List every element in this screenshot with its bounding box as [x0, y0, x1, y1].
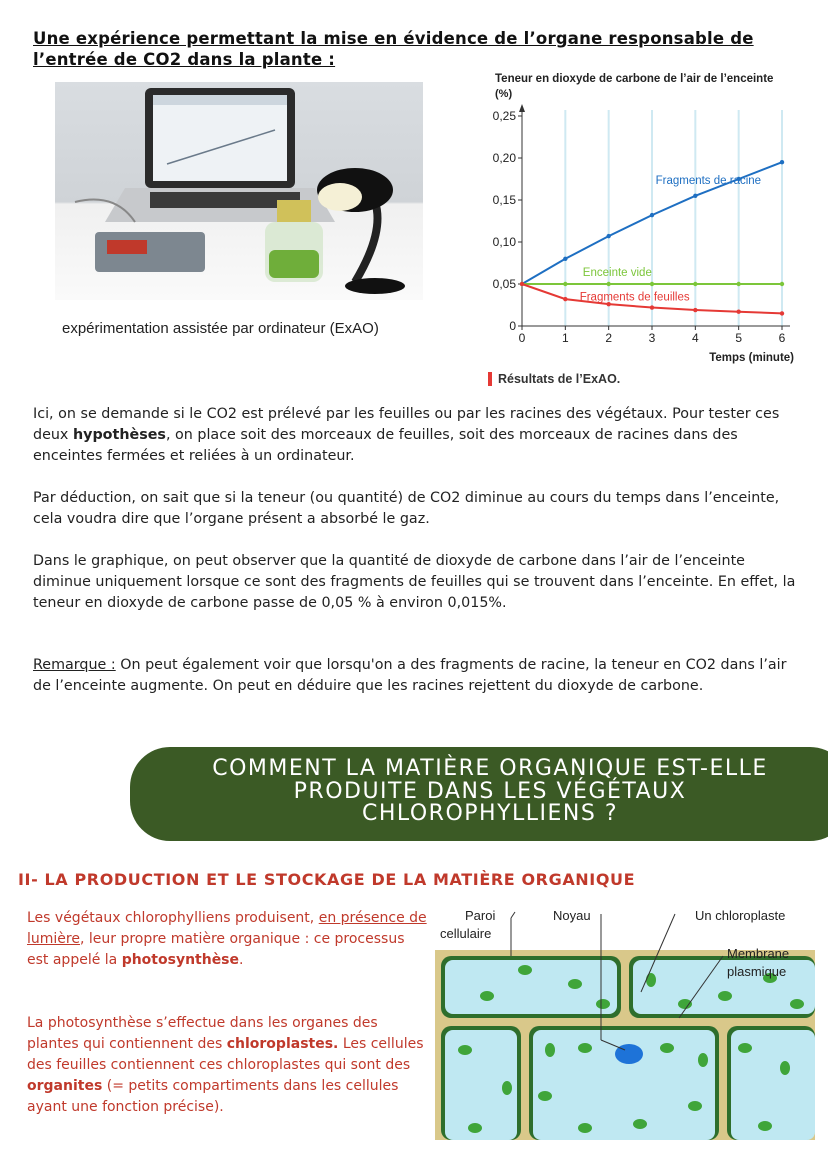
photo-caption: expérimentation assistée par ordinateur (ExAO) [62, 320, 379, 337]
bold-term: hypothèses [72, 427, 166, 443]
data-point [606, 234, 610, 238]
paragraph-text: , on place soit des morceaux de feuilles, soit des morceaux de racines dans des enceintes fermées et reliées à un ordinateur. [33, 427, 738, 464]
x-tick-label: 0 [518, 331, 526, 345]
data-point [563, 257, 567, 261]
data-point [736, 282, 740, 286]
paragraph-hypotheses [33, 404, 803, 467]
banner-line: PRODUITE DANS LES VÉGÉTAUX [293, 778, 687, 804]
plant-cell-diagram [435, 900, 815, 1140]
label-noyau: Noyau [553, 908, 591, 923]
bold-term: organites [27, 1078, 103, 1094]
data-point [736, 310, 740, 314]
data-point [563, 297, 567, 301]
paragraph-text: , leur propre matière organique : ce processus est appelé la [27, 931, 405, 968]
paragraph-text: . [239, 952, 244, 968]
chloroplastes-paragraph [27, 1013, 427, 1118]
page-title: Une expérience permettant la mise en évidence de l’organe responsable de l’entrée de CO2 dans la plante : [33, 29, 754, 69]
y-tick-label: 0,05 [492, 277, 516, 291]
x-tick-label: 1 [561, 331, 569, 345]
data-point [780, 311, 784, 315]
paragraph-text: On peut également voir que lorsqu'on a des fragments de racine, la teneur en CO2 dans l’air de l’enceinte augmente. On peut en déduire que les racines rejettent du dioxyde de carbone. [33, 657, 787, 694]
x-tick-label: 5 [735, 331, 743, 345]
data-point [780, 160, 784, 164]
x-axis-title: Temps (minute) [709, 352, 794, 364]
paragraph-text: Les végétaux chlorophylliens produisent, [27, 910, 319, 926]
data-point [606, 282, 610, 286]
data-point [650, 305, 654, 309]
chart-caption: Résultats de l’ExAO. [488, 372, 620, 386]
data-point [693, 308, 697, 312]
y-tick-label: 0,20 [492, 151, 516, 165]
banner-line: CHLOROPHYLLIENS ? [361, 801, 619, 826]
label-chloroplaste: Un chloroplaste [695, 908, 786, 923]
data-point [650, 282, 654, 286]
exao-photo [55, 82, 423, 300]
y-axis-title: Teneur en dioxyde de carbone de l’air de l’enceinte [495, 73, 774, 85]
data-point [780, 282, 784, 286]
photosynthese-paragraph [27, 908, 427, 971]
paragraph-text: Les cellules des feuilles contiennent ces chloroplastes qui sont des [27, 1036, 424, 1073]
y-tick-label: 0,25 [492, 109, 516, 123]
x-tick-label: 3 [648, 331, 656, 345]
paragraph-remarque [33, 655, 803, 697]
y-axis-arrow [519, 104, 525, 112]
data-point [520, 282, 524, 286]
paragraph-deduction: Par déduction, on sait que si la teneur (ou quantité) de CO2 diminue au cours du temps dans l’enceinte, cela voudra dire que l’organe présent a absorbé le gaz. [33, 490, 780, 527]
label-membrane: Membrane [727, 946, 790, 961]
data-point [563, 282, 567, 286]
y-tick-label: 0,15 [492, 193, 516, 207]
label-cellulaire: cellulaire [440, 926, 492, 941]
co2-line-chart [480, 68, 810, 368]
bold-term: chloroplastes. [226, 1036, 339, 1052]
banner-question [150, 758, 828, 826]
x-tick-label: 6 [778, 331, 786, 345]
paragraph-observation: Dans le graphique, on peut observer que la quantité de dioxyde de carbone dans l’air de l’enceinte diminue uniquement lorsque ce sont des fragments de feuilles qui se trouvent dans l’enceinte. En effet, la teneur en dioxyde de carbone passe de 0,05 % à environ 0,015%. [33, 553, 796, 611]
label-paroi: Paroi [465, 908, 496, 923]
y-tick-label: 0 [509, 319, 516, 333]
x-tick-label: 4 [691, 331, 699, 345]
remarque-label: Remarque : [33, 657, 116, 673]
data-point [693, 194, 697, 198]
paragraph-text: (= petits compartiments dans les cellules ayant une fonction précise). [27, 1078, 399, 1115]
paragraph-text: Ici, on se demande si le CO2 est prélevé par les feuilles ou par les racines des végétaux. Pour tester ces deux [33, 406, 780, 443]
underlined-term: en présence de lumière [27, 910, 427, 947]
nucleus [615, 1044, 643, 1064]
data-point [693, 282, 697, 286]
section-title: II- LA PRODUCTION ET LE STOCKAGE DE LA MATIÈRE ORGANIQUE [18, 870, 636, 889]
y-tick-label: 0,10 [492, 235, 516, 249]
paragraph-text: La photosynthèse s’effectue dans les organes des plantes qui contiennent des [27, 1015, 378, 1052]
banner-line: COMMENT LA MATIÈRE ORGANIQUE EST-ELLE [212, 756, 768, 781]
series-label: Fragments de feuilles [579, 291, 690, 304]
y-axis-unit: (%) [495, 88, 513, 100]
series-label: Fragments de racine [655, 174, 762, 187]
series-label: Enceinte vide [582, 267, 652, 279]
bold-term: photosynthèse [121, 952, 240, 968]
data-point [650, 213, 654, 217]
x-tick-label: 2 [605, 331, 613, 345]
label-plasmique: plasmique [727, 964, 787, 979]
